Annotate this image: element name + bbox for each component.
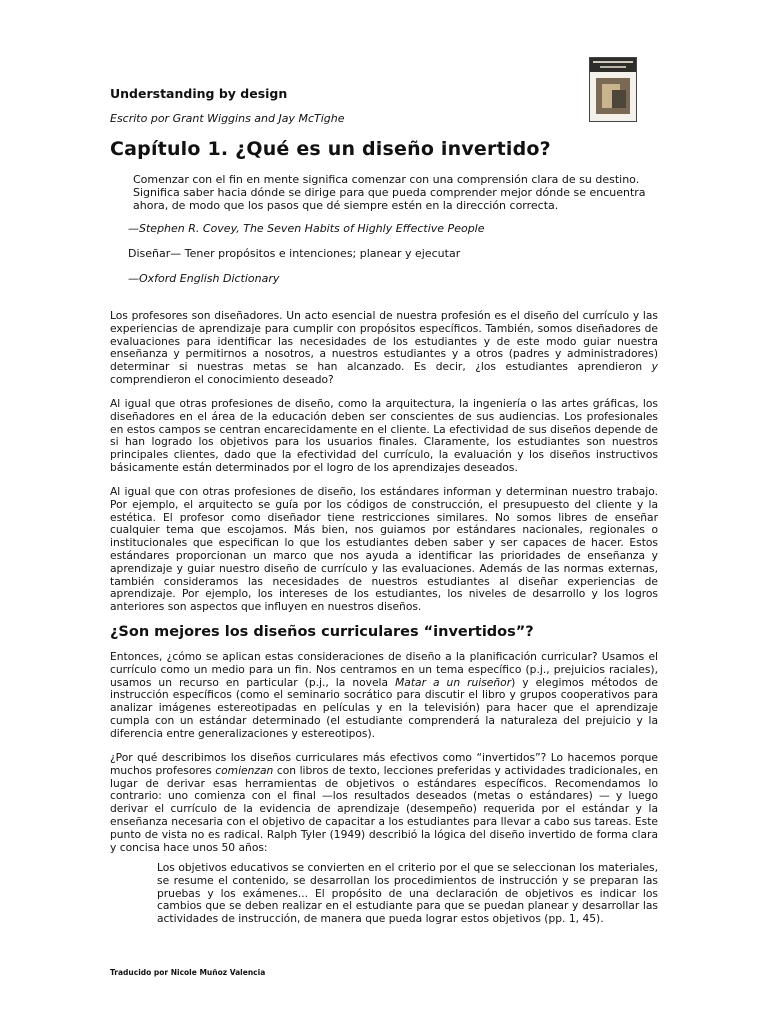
body-paragraph-4 — [110, 651, 658, 741]
paragraph-emphasis: comienzan — [215, 763, 274, 777]
body-paragraph-3: Al igual que con otras profesiones de diseño, los estándares informan y determinan nuestro trabajo. Por ejemplo, el arquitecto se guía por los códigos de construcción, el presupuesto del cliente y la estética. El profesor como diseñador tiene restricciones similares. No somos libres de enseñar cualquier tema que escojamos. Más bien, nos guiamos por estándares nacionales, regionales o institucionales que especifican lo que los estudiantes deben saber y ser capaces de hacer. Estos estándares proporcionan un marco que nos ayuda a identificar las prioridades de enseñanza y aprendizaje y guiar nuestro diseño de currículo y las evaluaciones. Además de las normas externas, también consideramos las necesidades de nuestros estudiantes al diseñar experiencias de aprendizaje. Por ejemplo, los intereses de los estudiantes, los niveles de desarrollo y los logros anteriores son aspectos que influyen en nuestros diseños. — [110, 485, 658, 614]
paragraph-text: con libros de texto, lecciones preferidas y actividades tradicionales, en lugar de derivar esas herramientas de objetivos o estándares específicos. Recomendamos lo contrario: uno comienza con el final —los resultados deseados (metas o estándares) — y luego derivar el currículo de la evidencia de aprendizaje (desempeño) requerida por el estándar y la enseñanza necesaria con el objetivo de capacitar a los estudiantes para llevar a cabo sus tareas. Este punto de vista no es radical. Ralph Tyler (1949) describió la lógica del diseño invertido de forma clara y concisa hace unos 50 años: — [110, 763, 658, 854]
paragraph-emphasis: y — [651, 360, 658, 374]
tyler-block-quote: Los objetivos educativos se convierten en el criterio por el que se seleccionan los materiales, se resume el contenido, se desarrollan los procedimientos de instrucción y se preparan las pruebas y los exámenes... El propósito de una declaración de objetivos es indicar los cambios que se deben realizar en el estudiante para que se puedan planear y desarrollar las actividades de instrucción, de manera que pueda lograr estos objetivos (pp. 1, 45). — [157, 861, 658, 926]
epigraph-quote: Comenzar con el fin en mente significa comenzar con una comprensión clara de su destino. Significa saber hacia dónde se dirige para que pueda comprender mejor dónde se encuentra ahora, de modo que los pasos que dé siempre estén en la dirección correcta. — [133, 173, 646, 212]
paragraph-text: ) y elegimos métodos de instrucción específicos (como el seminario socrático para discutir el libro y grupos cooperativos para analizar imágenes estereotipadas en películas y en la televisión) para hacer que el aprendizaje cumpla con un estándar determinado (el estudiante comprenderá la naturaleza del prejuicio y la diferencia entre generalizaciones y estereotipos). — [110, 675, 658, 740]
chapter-title: Capítulo 1. ¿Qué es un diseño invertido? — [110, 138, 551, 160]
paragraph-emphasis: Matar a un ruiseñor — [395, 675, 512, 689]
paragraph-text: ¿Por qué describimos los diseños curriculares más efectivos como “invertidos”? Lo hacemos porque muchos profesores — [110, 751, 658, 777]
book-authors: Escrito por Grant Wiggins and Jay McTighe — [110, 112, 345, 125]
attribution-dash: — — [128, 222, 139, 235]
book-cover-thumbnail — [589, 57, 637, 122]
epigraph-attribution-covey — [128, 222, 485, 235]
epigraph-attribution-oxford — [128, 272, 279, 285]
body-paragraph-5 — [110, 752, 658, 854]
translator-credit: Traducido por Nicole Muñoz Valencia — [110, 968, 266, 977]
book-cover-subtitle-mark — [600, 66, 626, 68]
paragraph-text: comprendieron el conocimiento deseado? — [110, 372, 334, 386]
paragraph-text: Entonces, ¿cómo se aplican estas consideraciones de diseño a la planificación curricular? Usamos el currículo como un medio para un fin. Nos centramos en un tema específico (p.j., prejuicios raciales), usamos un recurso en particular (p.j., la novela — [110, 650, 658, 689]
book-title: Understanding by design — [110, 86, 288, 101]
paragraph-text: Los profesores son diseñadores. Un acto esencial de nuestra profesión es el diseño del currículo y las experiencias de aprendizaje para cumplir con propósitos específicos. También, somos diseñadores de evaluaciones para identificar las necesidades de los estudiantes y de este modo guiar nuestra enseñanza y permitirnos a nosotros, a nuestros estudiantes y a otros (padres y administradores) determinar si nuestras metas se han alcanzado. Es decir, ¿los estudiantes aprendieron — [110, 309, 658, 374]
body-paragraph-1 — [110, 310, 658, 387]
attribution-source: Stephen R. Covey, The Seven Habits of Highly Effective People — [139, 222, 485, 235]
section-title: ¿Son mejores los diseños curriculares “invertidos”? — [110, 624, 534, 640]
attribution-source: Oxford English Dictionary — [139, 272, 280, 285]
book-cover-title-mark — [593, 61, 633, 63]
body-paragraph-2: Al igual que otras profesiones de diseño, como la arquitectura, la ingeniería o las artes gráficas, los diseñadores en el área de la educación deben ser conscientes de sus audiencias. Los profesionales en estos campos se centran encarecidamente en el cliente. La efectividad de sus diseños depende de si han logrado los objetivos para los usuarios finales. Claramente, los estudiantes son nuestros principales clientes, dado que la efectividad del currículo, la evaluación y los diseños instructivos básicamente están determinados por el logro de los aprendizajes deseados. — [110, 397, 658, 474]
epigraph-definition: Diseñar— Tener propósitos e intenciones; planear y ejecutar — [128, 247, 461, 260]
book-cover-art-shadow — [612, 90, 626, 108]
attribution-dash: — — [128, 272, 139, 285]
